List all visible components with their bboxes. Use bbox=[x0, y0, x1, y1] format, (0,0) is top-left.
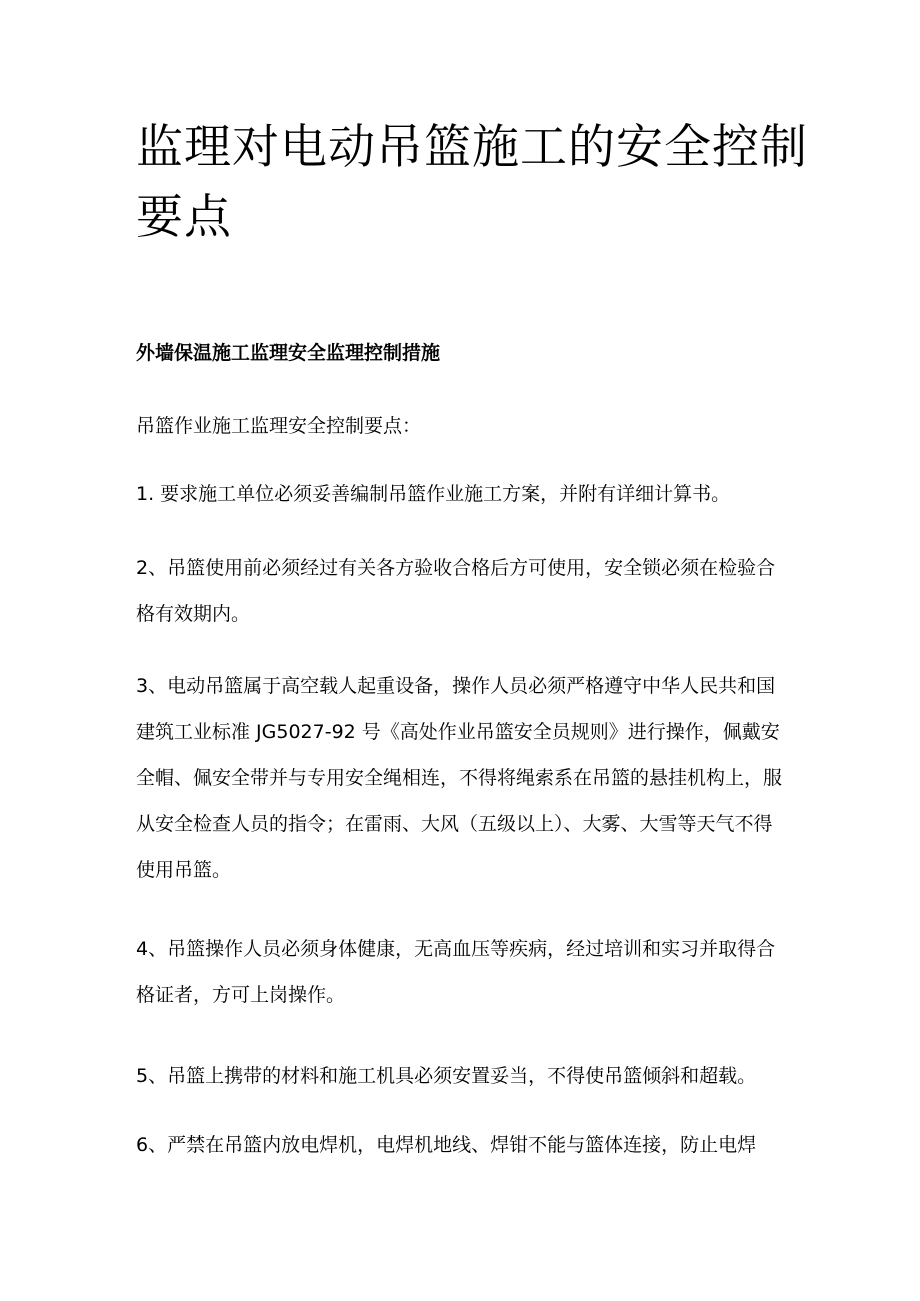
list-item-2: 2、吊篮使用前必须经过有关各方验收合格后方可使用，安全锁必须在检验合格有效期内。 bbox=[136, 557, 776, 625]
intro-paragraph: 吊篮作业施工监理安全控制要点： bbox=[136, 415, 422, 437]
list-item-5: 5、吊篮上携带的材料和施工机具必须安置妥当，不得使吊篮倾斜和超载。 bbox=[136, 1065, 757, 1087]
list-item-6: 6、严禁在吊篮内放电焊机，电焊机地线、焊钳不能与篮体连接，防止电焊 bbox=[136, 1134, 757, 1156]
list-item-4: 4、吊篮操作人员必须身体健康，无高血压等疾病，经过培训和实习并取得合格证者，方可上岗操作。 bbox=[136, 938, 776, 1006]
section-heading: 外墙保温施工监理安全监理控制措施 bbox=[136, 342, 441, 364]
document-title: 监理对电动吊篮施工的安全控制要点 bbox=[136, 120, 808, 245]
list-item-1: 1. 要求施工单位必须妥善编制吊篮作业施工方案，并附有详细计算书。 bbox=[136, 483, 731, 505]
list-item-3: 3、电动吊篮属于高空载人起重设备，操作人员必须严格遵守中华人民共和国建筑工业标准 JG5027-92 号《高处作业吊篮安全员规则》进行操作，佩戴安全帽、佩安全带并与专用安全绳相连，不得将绳索系在吊篮的悬挂机构上，服从安全检查人员的指令；在雷雨、大风（五级以上）、大雾、大雪等天气不得使用吊篮。 bbox=[136, 675, 783, 881]
